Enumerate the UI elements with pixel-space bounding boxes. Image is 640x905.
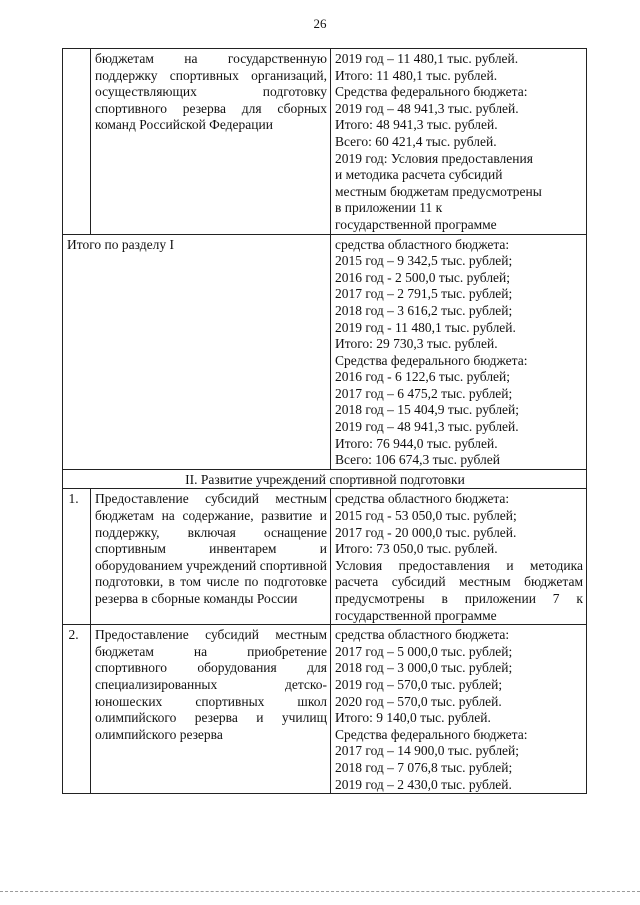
funding-line: Итого: 9 140,0 тыс. рублей. [335,710,491,726]
table-row-continued [63,49,587,235]
funding-condition: Условия предоставления и методика расчета субсидий местным бюджетам предусмотрены в приложении 7 к государственной программе [335,557,583,623]
page-bottom-rule [0,891,640,892]
funding-line: Средства федерального бюджета: [335,84,528,100]
funding-line: 2018 год – 7 076,8 тыс. рублей; [335,759,513,775]
page-number: 26 [313,16,327,31]
funding-line: 2016 год - 2 500,0 тыс. рублей; [335,269,511,285]
funding-line: 2020 год – 570,0 тыс. рублей. [335,693,502,709]
table-row [63,625,587,794]
measure-description: Предоставление субсидий местным бюджетам на приобретение спортивного оборудования для специализированных детско-юношеских спортивных школ олимпийского резерва и училищ олимпийского резерва [91,625,331,794]
table-row [63,489,587,625]
funding-line: Средства федерального бюджета: [335,352,528,368]
funding-line: 2019 год – 570,0 тыс. рублей; [335,676,503,692]
funding-line: средства областного бюджета: [335,491,510,507]
funding-line: 2018 год – 3 000,0 тыс. рублей; [335,660,513,676]
funding-line: 2019 год – 2 430,0 тыс. рублей. [335,776,512,792]
funding-line: местным бюджетам предусмотрены [335,183,542,199]
funding-line: и методика расчета субсидий [335,167,503,183]
funding-cell [331,625,587,794]
funding-line: 2015 год - 53 050,0 тыс. рублей; [335,508,517,524]
funding-line: Итого: 48 941,3 тыс. рублей. [335,117,498,133]
funding-line: 2015 год – 9 342,5 тыс. рублей; [335,253,513,269]
row-number: 2. [63,625,91,794]
section-total-label: Итого по разделу I [63,234,331,469]
funding-line: 2017 год - 20 000,0 тыс. рублей. [335,524,517,540]
funding-line: Средства федерального бюджета: [335,726,528,742]
funding-line: 2019 год - 11 480,1 тыс. рублей. [335,319,516,335]
measure-description: Предоставление субсидий местным бюджетам на содержание, развитие и поддержку, включая оснащение спортивным инвентарем и оборудованием учреждений спортивной подготовки, в том числе по подготовке резерва в сборные команды России [91,489,331,625]
funding-line: 2016 год - 6 122,6 тыс. рублей; [335,369,511,385]
funding-line: Итого: 76 944,0 тыс. рублей. [335,435,498,451]
funding-line: 2017 год – 2 791,5 тыс. рублей; [335,286,513,302]
funding-line: средства областного бюджета: [335,236,510,252]
funding-line: Итого: 29 730,3 тыс. рублей. [335,336,498,352]
program-measures-table [62,48,587,794]
funding-line: 2017 год – 6 475,2 тыс. рублей; [335,385,513,401]
funding-line: в приложении 11 к [335,200,443,216]
funding-line: 2017 год – 14 900,0 тыс. рублей; [335,743,520,759]
funding-line: средства областного бюджета: [335,627,510,643]
table-row-section-heading [63,469,587,489]
funding-line: Итого: 11 480,1 тыс. рублей. [335,67,498,83]
funding-line: 2018 год – 3 616,2 тыс. рублей; [335,302,513,318]
funding-line: государственной программе [335,216,497,232]
funding-line: Всего: 60 421,4 тыс. рублей. [335,133,497,149]
funding-line: 2019 год – 48 941,3 тыс. рублей. [335,419,519,435]
funding-line: 2019 год – 48 941,3 тыс. рублей. [335,100,519,116]
funding-line: 2019 год – 11 480,1 тыс. рублей. [335,51,519,66]
funding-line: 2017 год – 5 000,0 тыс. рублей; [335,643,513,659]
funding-cell [331,49,587,235]
funding-line: Итого: 73 050,0 тыс. рублей. [335,541,498,557]
funding-line: 2018 год – 15 404,9 тыс. рублей; [335,402,520,418]
table-row-section-total [63,234,587,469]
row-number: 1. [63,489,91,625]
funding-line: 2019 год: Условия предоставления [335,150,533,166]
section-heading: II. Развитие учреждений спортивной подготовки [63,469,587,489]
funding-cell [331,234,587,469]
measure-description: бюджетам на государственную поддержку спортивных организаций, осуществляющих подготовку спортивного резерва для сборных команд Российской Федерации [91,49,331,235]
funding-cell [331,489,587,625]
row-number-cell [63,49,91,235]
funding-line: Всего: 106 674,3 тыс. рублей [335,452,500,468]
